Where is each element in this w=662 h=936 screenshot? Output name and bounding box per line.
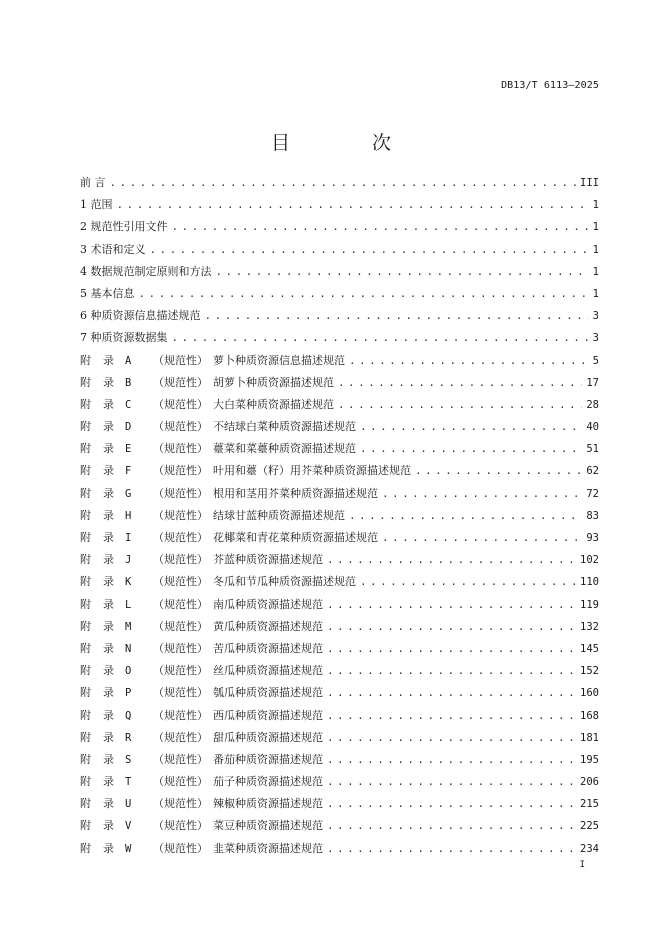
annex-title: 韭菜种质资源描述规范 (213, 841, 323, 855)
annex-kind: （规范性） (153, 442, 208, 456)
annex-word: 录 (103, 531, 114, 544)
toc-label: 7 种质资源数据集 (80, 331, 168, 345)
toc-label: 6 种质资源信息描述规范 (80, 309, 201, 323)
toc-page: 110 (580, 576, 599, 589)
annex-letter: U (125, 798, 132, 811)
annex-title: 薹菜和菜薹种质资源描述规范 (213, 442, 356, 456)
toc-page: 1 (592, 265, 599, 278)
toc-annex-entry[interactable] (80, 507, 599, 529)
dot-leader (327, 620, 576, 633)
annex-title: 番茄种质资源描述规范 (213, 752, 323, 766)
dot-leader (117, 198, 589, 211)
annex-title: 胡萝卜种质资源描述规范 (213, 375, 334, 389)
annex-word: 录 (103, 708, 114, 722)
annex-prefix: 附 (80, 752, 91, 766)
dot-leader (327, 819, 576, 832)
annex-letter: K (125, 576, 132, 589)
toc-annex-entry[interactable] (80, 618, 599, 640)
dot-leader (150, 243, 589, 256)
annex-title: 芥蓝种质资源描述规范 (213, 553, 323, 567)
toc-label: 前 言 (80, 176, 106, 189)
annex-kind: （规范性） (153, 486, 208, 500)
annex-prefix: 附 (80, 420, 91, 434)
toc-page: 40 (586, 421, 599, 434)
toc-page: 3 (592, 332, 599, 345)
annex-title: 茄子种质资源描述规范 (213, 775, 323, 789)
dot-leader (327, 553, 576, 566)
toc-page: 225 (580, 820, 599, 833)
dot-leader (327, 642, 576, 655)
annex-word: 录 (103, 686, 114, 700)
dot-leader (360, 442, 582, 455)
annex-prefix: 附 (80, 686, 91, 700)
toc-entry[interactable] (80, 307, 599, 329)
annex-letter: B (125, 376, 132, 389)
annex-word: 录 (103, 775, 114, 789)
annex-prefix: 附 (80, 464, 91, 478)
annex-prefix: 附 (80, 597, 91, 611)
toc-page: 102 (580, 554, 599, 567)
dot-leader (327, 842, 576, 855)
annex-word: 录 (103, 575, 114, 589)
dot-leader (172, 331, 589, 344)
toc-label: 4 数据规范制定原则和方法 (80, 264, 212, 278)
annex-kind: （规范性） (153, 752, 208, 766)
dot-leader (327, 686, 576, 699)
dot-leader (172, 220, 589, 233)
toc-page: 234 (580, 842, 599, 855)
table-of-contents (80, 174, 599, 862)
annex-prefix: 附 (80, 841, 91, 855)
annex-prefix: 附 (80, 730, 91, 744)
toc-annex-entry[interactable] (80, 374, 599, 396)
toc-page: 195 (580, 753, 599, 766)
annex-letter: I (125, 532, 132, 544)
annex-letter: O (125, 665, 132, 678)
annex-kind: （规范性） (153, 686, 208, 700)
dot-leader (382, 487, 582, 500)
annex-label (80, 795, 323, 811)
toc-annex-entry[interactable] (80, 352, 599, 374)
toc-annex-entry[interactable] (80, 840, 599, 862)
dot-leader (327, 797, 576, 810)
annex-letter: C (125, 398, 132, 411)
annex-title: 丝瓜种质资源描述规范 (213, 664, 323, 678)
annex-kind: （规范性） (153, 841, 208, 855)
toc-annex-entry[interactable] (80, 817, 599, 839)
annex-letter: V (125, 820, 132, 833)
toc-label: 1 范围 (80, 198, 113, 212)
annex-word: 录 (103, 553, 114, 567)
toc-annex-entry[interactable] (80, 729, 599, 751)
annex-title: 花椰菜和青花菜种质资源描述规范 (213, 531, 378, 544)
dot-leader (338, 376, 582, 389)
annex-prefix: 附 (80, 486, 91, 500)
annex-label (80, 618, 323, 634)
toc-page: 1 (592, 287, 599, 300)
annex-prefix: 附 (80, 664, 91, 678)
toc-annex-entry[interactable] (80, 418, 599, 440)
annex-kind: （规范性） (153, 597, 208, 611)
annex-title: 苦瓜种质资源描述规范 (213, 641, 323, 655)
dot-leader (327, 664, 576, 677)
annex-title: 瓠瓜种质资源描述规范 (213, 686, 323, 700)
annex-word: 录 (103, 353, 114, 367)
toc-page: 160 (580, 687, 599, 700)
annex-kind: （规范性） (153, 819, 208, 833)
annex-kind: （规范性） (153, 797, 208, 811)
toc-annex-entry[interactable] (80, 751, 599, 773)
toc-page: 93 (586, 532, 599, 544)
toc-entry[interactable] (80, 263, 599, 285)
annex-kind: （规范性） (153, 397, 208, 411)
annex-letter: L (125, 598, 132, 611)
toc-page: 181 (580, 731, 599, 744)
annex-kind: （规范性） (153, 508, 208, 522)
annex-kind: （规范性） (153, 420, 208, 434)
toc-page: 28 (586, 398, 599, 411)
annex-word: 录 (103, 397, 114, 411)
annex-prefix: 附 (80, 375, 91, 389)
toc-annex-entry[interactable] (80, 640, 599, 662)
dot-leader (110, 176, 577, 189)
toc-page: 206 (580, 776, 599, 789)
toc-entry[interactable] (80, 329, 599, 351)
annex-letter: T (125, 776, 132, 789)
dot-leader (327, 753, 576, 766)
annex-kind: （规范性） (153, 730, 208, 744)
annex-kind: （规范性） (153, 641, 208, 655)
toc-annex-entry[interactable] (80, 462, 599, 484)
annex-kind: （规范性） (153, 575, 208, 589)
toc-page: 3 (592, 310, 599, 323)
annex-label (80, 640, 323, 656)
toc-entry[interactable] (80, 196, 599, 218)
annex-label (80, 440, 356, 456)
annex-title: 黄瓜种质资源描述规范 (213, 619, 323, 633)
annex-prefix: 附 (80, 619, 91, 633)
annex-word: 录 (103, 641, 114, 655)
annex-prefix: 附 (80, 442, 91, 456)
annex-kind: （规范性） (153, 664, 208, 678)
annex-label (80, 507, 345, 523)
toc-annex-entry[interactable] (80, 485, 599, 507)
toc-entry[interactable] (80, 218, 599, 240)
toc-entry[interactable] (80, 241, 599, 263)
annex-label (80, 396, 334, 412)
annex-prefix: 附 (80, 531, 91, 544)
annex-word: 录 (103, 797, 114, 811)
annex-letter: M (125, 620, 132, 633)
annex-label (80, 352, 345, 368)
annex-letter: G (125, 487, 132, 500)
annex-word: 录 (103, 619, 114, 633)
annex-prefix: 附 (80, 353, 91, 367)
annex-word: 录 (103, 442, 114, 456)
annex-title: 根用和茎用芥菜种质资源描述规范 (213, 486, 378, 500)
toc-page: 62 (586, 465, 599, 478)
annex-label (80, 817, 323, 833)
annex-title: 萝卜种质资源信息描述规范 (213, 353, 345, 367)
toc-annex-entry[interactable] (80, 573, 599, 595)
toc-annex-entry[interactable] (80, 707, 599, 729)
toc-page: 215 (580, 798, 599, 811)
annex-label (80, 773, 323, 789)
toc-page: 72 (586, 487, 599, 500)
annex-label (80, 751, 323, 767)
toc-page: 119 (580, 598, 599, 611)
annex-prefix: 附 (80, 708, 91, 722)
annex-kind: （规范性） (153, 375, 208, 389)
annex-label (80, 684, 323, 700)
annex-kind: （规范性） (153, 464, 208, 478)
dot-leader (415, 464, 582, 477)
toc-page: 17 (586, 376, 599, 389)
annex-title: 结球甘蓝种质资源描述规范 (213, 508, 345, 522)
dot-leader (327, 775, 576, 788)
annex-label (80, 729, 323, 745)
dot-leader (327, 598, 576, 611)
annex-word: 录 (103, 730, 114, 744)
toc-label: 5 基本信息 (80, 286, 135, 300)
annex-letter: H (125, 509, 132, 522)
annex-word: 录 (103, 752, 114, 766)
annex-label (80, 485, 378, 501)
annex-word: 录 (103, 464, 114, 478)
toc-annex-entry[interactable] (80, 440, 599, 462)
annex-label (80, 573, 356, 589)
annex-prefix: 附 (80, 397, 91, 411)
annex-word: 录 (103, 841, 114, 855)
annex-letter: S (125, 753, 132, 766)
dot-leader (360, 420, 582, 433)
annex-prefix: 附 (80, 575, 91, 589)
annex-list (80, 352, 599, 862)
annex-kind: （规范性） (153, 531, 208, 544)
toc-annex-entry[interactable] (80, 795, 599, 817)
toc-page: 132 (580, 620, 599, 633)
dot-leader (349, 509, 582, 522)
toc-annex-entry[interactable] (80, 529, 599, 551)
toc-annex-entry[interactable] (80, 396, 599, 418)
annex-kind: （规范性） (153, 708, 208, 722)
toc-annex-entry[interactable] (80, 551, 599, 573)
toc-label: 2 规范性引用文件 (80, 220, 168, 234)
toc-page: 51 (586, 443, 599, 456)
annex-title: 菜豆种质资源描述规范 (213, 819, 323, 833)
annex-letter: E (125, 443, 132, 456)
dot-leader (382, 531, 582, 544)
annex-title: 不结球白菜种质资源描述规范 (213, 420, 356, 434)
annex-label (80, 596, 323, 612)
annex-prefix: 附 (80, 641, 91, 655)
toc-page: 1 (592, 243, 599, 256)
dot-leader (205, 309, 589, 322)
annex-word: 录 (103, 664, 114, 678)
toc-entry[interactable] (80, 174, 599, 196)
toc-page: 83 (586, 509, 599, 522)
annex-title: 叶用和薹（籽）用芥菜种质资源描述规范 (213, 464, 411, 478)
dot-leader (216, 265, 589, 278)
dot-leader (349, 354, 589, 367)
annex-label (80, 662, 323, 678)
annex-prefix: 附 (80, 819, 91, 833)
annex-label (80, 374, 334, 390)
annex-prefix: 附 (80, 508, 91, 522)
annex-letter: R (125, 731, 132, 744)
annex-title: 辣椒种质资源描述规范 (213, 797, 323, 811)
annex-title: 甜瓜种质资源描述规范 (213, 730, 323, 744)
dot-leader (327, 731, 576, 744)
annex-word: 录 (103, 819, 114, 833)
toc-page: III (580, 177, 599, 189)
annex-label (80, 418, 356, 434)
annex-letter: D (125, 421, 132, 434)
toc-page: 5 (592, 354, 599, 367)
annex-kind: （规范性） (153, 775, 208, 789)
annex-title: 西瓜种质资源描述规范 (213, 708, 323, 722)
annex-kind: （规范性） (153, 553, 208, 567)
annex-letter: N (125, 642, 132, 655)
annex-letter: A (125, 354, 132, 367)
toc-page: 145 (580, 642, 599, 655)
annex-word: 录 (103, 375, 114, 389)
toc-page: 1 (592, 221, 599, 234)
toc-annex-entry[interactable] (80, 596, 599, 618)
annex-label (80, 707, 323, 723)
annex-prefix: 附 (80, 797, 91, 811)
page-number: I (579, 860, 585, 870)
toc-label: 3 术语和定义 (80, 242, 146, 256)
annex-word: 录 (103, 420, 114, 434)
toc-annex-entry[interactable] (80, 662, 599, 684)
annex-label (80, 462, 411, 478)
document-code: DB13/T 6113—2025 (501, 80, 599, 91)
annex-prefix: 附 (80, 553, 91, 567)
annex-word: 录 (103, 486, 114, 500)
toc-page: 168 (580, 709, 599, 722)
dot-leader (360, 575, 576, 588)
annex-kind: （规范性） (153, 619, 208, 633)
toc-annex-entry[interactable] (80, 773, 599, 795)
annex-letter: Q (125, 709, 132, 722)
annex-label (80, 529, 378, 545)
annex-letter: P (125, 687, 132, 700)
annex-label (80, 840, 323, 856)
annex-label (80, 551, 323, 567)
dot-leader (327, 709, 576, 722)
toc-page: 152 (580, 665, 599, 678)
annex-title: 南瓜种质资源描述规范 (213, 597, 323, 611)
page-title: 目 次 (270, 132, 430, 154)
dot-leader (139, 287, 589, 300)
annex-word: 录 (103, 508, 114, 522)
annex-word: 录 (103, 597, 114, 611)
toc-page: 1 (592, 199, 599, 212)
dot-leader (338, 398, 582, 411)
annex-letter: W (125, 842, 132, 855)
annex-prefix: 附 (80, 775, 91, 789)
annex-kind: （规范性） (153, 353, 208, 367)
annex-letter: F (125, 465, 132, 478)
toc-entry[interactable] (80, 285, 599, 307)
annex-title: 冬瓜和节瓜种质资源描述规范 (213, 575, 356, 589)
toc-annex-entry[interactable] (80, 684, 599, 706)
annex-letter: J (125, 554, 132, 567)
annex-title: 大白菜种质资源描述规范 (213, 397, 334, 411)
